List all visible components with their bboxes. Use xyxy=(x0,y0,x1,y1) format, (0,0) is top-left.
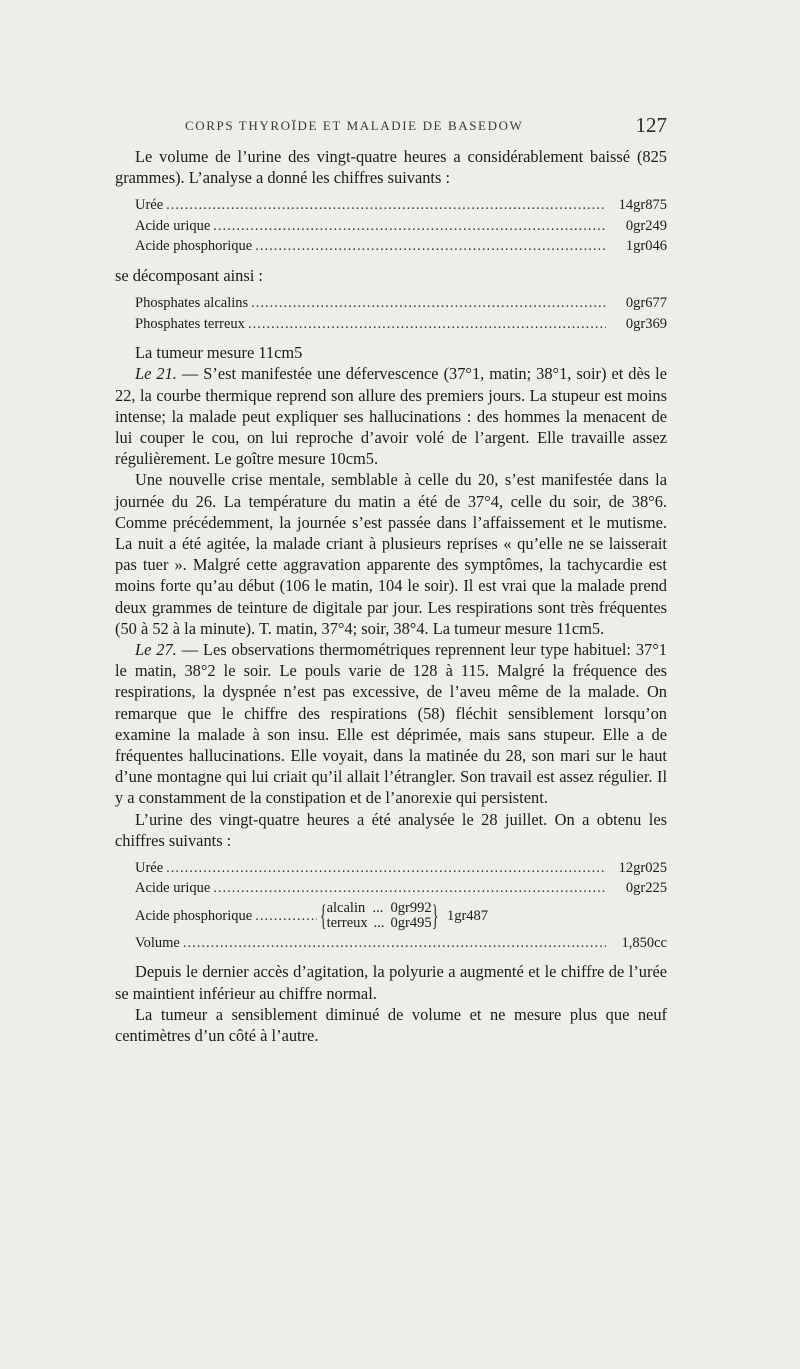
paragraph-day-27 xyxy=(115,639,667,809)
row-value: 0gr369 xyxy=(625,315,667,332)
alcalin-value: 0gr992 xyxy=(390,899,432,916)
table-row xyxy=(135,878,667,899)
table-row xyxy=(135,236,667,257)
row-label: Acide urique xyxy=(135,880,211,897)
row-value: 0gr677 xyxy=(625,295,667,312)
paragraph-text: — S’est manifestée une défervescence (37°1, matin; 38°1, soir) et dès le 22, la courbe thermique reprend son allure des premiers jours. La stupeur est moins intense; la malade peut expliquer ses hallucinations : des hommes la menacent de lui couper le cou, on lui reproche d’avoir volé de l’argent. Elle travaille assez régulièrement. Le goître mesure 10cm5. xyxy=(115,364,667,469)
page-header xyxy=(115,113,667,143)
alcalin-label: alcalin xyxy=(326,899,366,916)
paragraph-polyuria: Depuis le dernier accès d’agitation, la polyurie a augmenté et le chiffre de l’urée se maintient inférieur au chiffre normal. xyxy=(115,962,667,1003)
phosphoric-breakdown: alcalin ... 0gr992 terreux ... 0gr495 xyxy=(326,899,432,931)
phosphoric-total: 1gr487 xyxy=(446,907,489,924)
right-brace-icon: } xyxy=(431,898,439,932)
row-label: Volume xyxy=(135,934,180,951)
table-row-phosphoric xyxy=(135,898,667,932)
row-label: Acide phosphorique xyxy=(135,907,253,924)
terreux-value: 0gr495 xyxy=(390,914,432,931)
urine-analysis-table-2 xyxy=(115,858,667,954)
table-row xyxy=(135,933,667,954)
running-title: CORPS THYROÏDE ET MALADIE DE BASEDOW xyxy=(185,118,524,133)
row-label: Phosphates alcalins xyxy=(135,295,249,312)
row-label: Acide phosphorique xyxy=(135,238,253,255)
table-row xyxy=(135,858,667,879)
paragraph-tumor-size: La tumeur mesure 11cm5 xyxy=(135,343,303,363)
row-value: 14gr875 xyxy=(618,197,667,214)
paragraph-day-21 xyxy=(115,363,667,469)
row-value: 0gr225 xyxy=(625,880,667,897)
date-label: Le 27. xyxy=(135,639,177,659)
row-label: Phosphates terreux xyxy=(135,315,245,332)
urine-analysis-table-1 xyxy=(115,195,667,257)
paragraph-urine-volume: Le volume de l’urine des vingt-quatre heures a considérablement baissé (825 grammes). L’analyse a donné les chiffres suivants : xyxy=(115,147,667,188)
page-body xyxy=(115,146,667,1046)
table-row xyxy=(135,216,667,237)
phosphates-table xyxy=(115,293,667,334)
table-row xyxy=(135,314,667,335)
table-row xyxy=(135,195,667,216)
paragraph-decomposition: se décomposant ainsi : xyxy=(115,265,263,285)
paragraph-mental-crisis: Une nouvelle crise mentale, semblable à celle du 20, s’est manifestée dans la journée du 26. La température du matin a été de 37°4, celle du soir, de 38°6. Comme précédemment, la journée s’est passée dans l’affaissement et le mutisme. La nuit a été agitée, la malade criant à plusieurs reprises « qu’elle ne se laisserait pas tuer ». Malgré cette aggravation apparente des symptômes, la tachycardie est moins forte qu’au début (106 le matin, 104 le soir). Il est vrai que la malade prend deux grammes de teinture de digitale par jour. Les respirations sont très fréquentes (50 à 52 à la minute). T. matin, 37°4; soir, 38°4. La tumeur mesure 11cm5. xyxy=(115,470,667,638)
row-label: Acide urique xyxy=(135,217,211,234)
row-label: Urée xyxy=(135,859,164,876)
row-value: 0gr249 xyxy=(625,217,667,234)
table-row xyxy=(135,293,667,314)
left-brace-icon: { xyxy=(320,898,327,932)
paragraph-text: — Les observations thermométriques reprennent leur type habituel: 37°1 le matin, 38°2 le soir. Le pouls varie de 128 à 115. Malgré la fréquence des respirations, la dyspnée n’est pas excessive, de l’aveu même de la malade. On remarque que le chiffre des respirations (58) fléchit sensiblement lorsqu’on examine la malade à son insu. Elle est déprimée, mais sans stupeur. Elle a de fréquentes hallucinations. Elle voyait, dans la matinée du 28, son mari sur le haut d’une montagne qui lui criait qu’il allait l’étrangler. Son travail est assez régulier. Il y a constamment de la constipation et de l’anorexie qui persistent. xyxy=(115,639,667,808)
page-number: 127 xyxy=(635,113,667,137)
row-value: 1gr046 xyxy=(625,238,667,255)
paragraph-tumor-reduction: La tumeur a sensiblement diminué de volume et ne mesure plus que neuf centimètres d’un côté à l’autre. xyxy=(115,1004,667,1046)
terreux-label: terreux xyxy=(326,914,368,931)
row-value: 1,850cc xyxy=(621,934,667,951)
paragraph-urine-analysis: L’urine des vingt-quatre heures a été analysée le 28 juillet. On a obtenu les chiffres suivants : xyxy=(115,809,667,850)
row-label: Urée xyxy=(135,197,164,214)
date-label: Le 21. xyxy=(135,364,177,384)
row-value: 12gr025 xyxy=(618,859,667,876)
